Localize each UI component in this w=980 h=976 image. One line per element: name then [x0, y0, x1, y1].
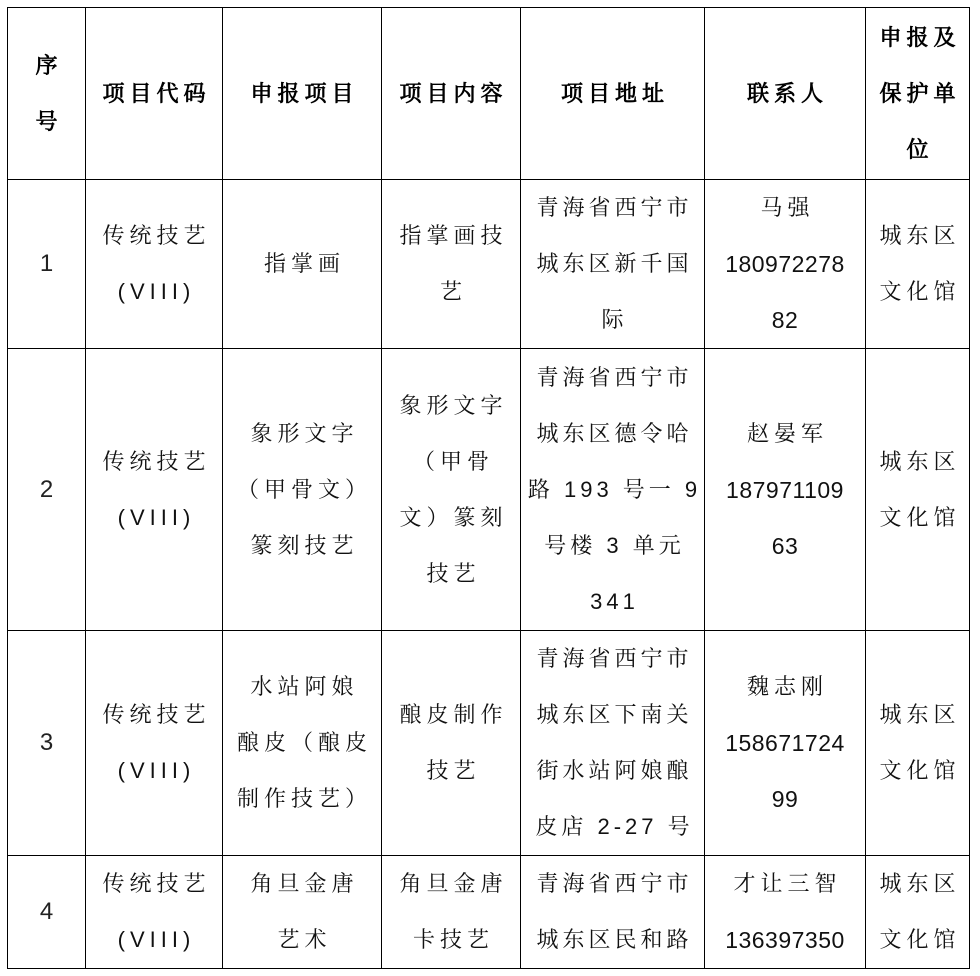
project-code: 传统技艺 (VIII): [86, 856, 223, 969]
contact: [705, 856, 866, 969]
project-address: 青海省西宁市 城东区民和路: [521, 856, 705, 969]
protection-unit: 城东区 文化馆: [866, 180, 970, 349]
protection-unit: 城东区 文化馆: [866, 349, 970, 631]
header-project-address: 项目地址: [521, 8, 705, 180]
contact: [705, 349, 866, 631]
header-project-name: 申报项目: [223, 8, 382, 180]
table-row: [8, 349, 970, 631]
project-address: 青海省西宁市 城东区新千国 际: [521, 180, 705, 349]
header-contact: 联系人: [705, 8, 866, 180]
contact-name: 才让三智: [733, 871, 842, 896]
project-content: 角旦金唐 卡技艺: [382, 856, 521, 969]
project-address: 青海省西宁市 城东区下南关 街水站阿娘酿 皮店 2-27 号: [521, 631, 705, 856]
contact-name: 魏志刚: [746, 674, 828, 699]
row-number: 4: [8, 856, 86, 969]
contact-phone: 18797110963: [726, 476, 844, 559]
contact-phone: 15867172499: [725, 730, 845, 812]
contact-name: 马强: [760, 195, 815, 220]
protection-unit: 城东区 文化馆: [866, 631, 970, 856]
header-seq: 序 号: [8, 8, 86, 180]
contact-phone: 136397350: [725, 927, 845, 953]
project-name: 象形文字 （甲骨文） 篆刻技艺: [223, 349, 382, 631]
project-content: 酿皮制作 技艺: [382, 631, 521, 856]
project-code: 传统技艺 (VIII): [86, 349, 223, 631]
project-name: 水站阿娘 酿皮（酿皮 制作技艺）: [223, 631, 382, 856]
header-project-content: 项目内容: [382, 8, 521, 180]
header-protection-unit: 申报及 保护单 位: [866, 8, 970, 180]
protection-unit: 城东区 文化馆: [866, 856, 970, 969]
row-number: 1: [8, 180, 86, 349]
project-table: [7, 7, 970, 969]
row-number: 3: [8, 631, 86, 856]
project-content: 指掌画技 艺: [382, 180, 521, 349]
project-address: 青海省西宁市 城东区德令哈 路 193 号一 9 号楼 3 单元 341: [521, 349, 705, 631]
header-row: [8, 8, 970, 180]
project-name: 指掌画: [223, 180, 382, 349]
project-code: 传统技艺 (VIII): [86, 180, 223, 349]
contact: [705, 180, 866, 349]
project-content: 象形文字 （甲骨 文）篆刻 技艺: [382, 349, 521, 631]
contact-name: 赵晏军: [746, 420, 828, 446]
contact: [705, 631, 866, 856]
table-row: [8, 180, 970, 349]
table-row: [8, 631, 970, 856]
contact-phone: 18097227882: [725, 251, 845, 333]
project-code: 传统技艺 (VIII): [86, 631, 223, 856]
project-name: 角旦金唐 艺术: [223, 856, 382, 969]
header-project-code: 项目代码: [86, 8, 223, 180]
row-number: 2: [8, 349, 86, 631]
table-row: [8, 856, 970, 969]
